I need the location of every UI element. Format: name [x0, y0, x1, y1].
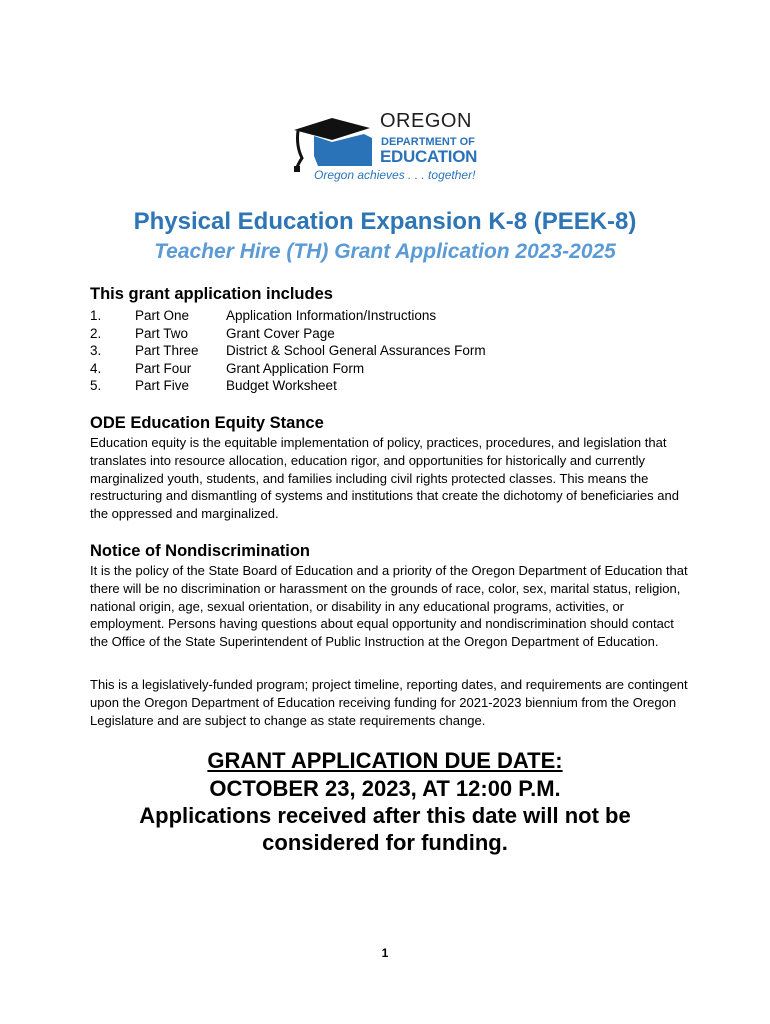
list-item [90, 307, 690, 325]
list-item [90, 360, 690, 378]
list-item-description: Budget Worksheet [226, 378, 337, 393]
page-number: 1 [381, 946, 389, 960]
list-item-number: 4. [90, 360, 102, 376]
funding-paragraph: This is a legislatively-funded program; project timeline, reporting dates, and requirements are contingent upon the Oregon Department of Education receiving funding for 2021-2023 biennium from the Oregon Legislature and are subject to change as state requirements change. [90, 677, 688, 728]
due-date-note-line2: considered for funding. [262, 830, 508, 855]
includes-list [90, 307, 690, 395]
logo-department-text: DEPARTMENT OF [381, 136, 475, 148]
due-date-value: OCTOBER 23, 2023, AT 12:00 P.M. [209, 776, 561, 801]
due-date-heading-text: GRANT APPLICATION DUE DATE: [207, 748, 563, 773]
nondiscrimination-heading: Notice of Nondiscrimination [90, 542, 311, 560]
includes-heading: This grant application includes [90, 285, 333, 303]
due-date-heading [0, 748, 770, 774]
nondiscrimination-paragraph: It is the policy of the State Board of Education and a priority of the Oregon Department of Education that there will be no discrimination or harassment on the grounds of race, color, sex, marital status, religion, national origin, age, sexual orientation, or disability in any educational programs, activities, or employment. Persons having questions about equal opportunity and nondiscrimination should contact the Office of the State Superintendent of Public Instruction at the Oregon Department of Education. [90, 563, 688, 650]
list-item-number: 1. [90, 308, 102, 323]
list-item-part: Part Five [135, 378, 190, 393]
oregon-state-graduation-cap-icon [292, 116, 380, 174]
list-item-description: District & School General Assurances Form [226, 343, 486, 358]
ode-logo [290, 108, 480, 184]
list-item-part: Part Two [135, 325, 189, 341]
list-item-part: Part Three [135, 343, 199, 358]
due-date-note-line1: Applications received after this date will not be [139, 803, 631, 828]
list-item [90, 377, 690, 395]
logo-education-text: EDUCATION [380, 147, 478, 166]
list-item-number: 5. [90, 378, 102, 393]
equity-heading: ODE Education Equity Stance [90, 414, 324, 432]
logo-oregon-text: OREGON [380, 110, 472, 132]
list-item-number: 2. [90, 325, 102, 341]
document-title: Physical Education Expansion K-8 (PEEK-8) [133, 208, 637, 235]
list-item-part: Part One [135, 308, 190, 323]
list-item [90, 342, 690, 360]
document-subtitle: Teacher Hire (TH) Grant Application 2023-2025 [154, 240, 616, 263]
list-item-description: Grant Cover Page [226, 325, 335, 341]
list-item-part: Part Four [135, 360, 192, 376]
list-item-description: Grant Application Form [226, 360, 365, 376]
equity-paragraph: Education equity is the equitable implementation of policy, practices, procedures, and legislation that translates into resource allocation, education rigor, and opportunities for historically and currently marginalized youth, students, and families including civil rights protected classes. This means the restructuring and dismantling of systems and institutions that create the dichotomy of beneficiaries and the oppressed and marginalized. [90, 435, 679, 522]
list-item-number: 3. [90, 343, 102, 358]
logo-tagline: Oregon achieves . . . together! [314, 168, 476, 182]
list-item [90, 325, 690, 343]
list-item-description: Application Information/Instructions [226, 308, 437, 323]
